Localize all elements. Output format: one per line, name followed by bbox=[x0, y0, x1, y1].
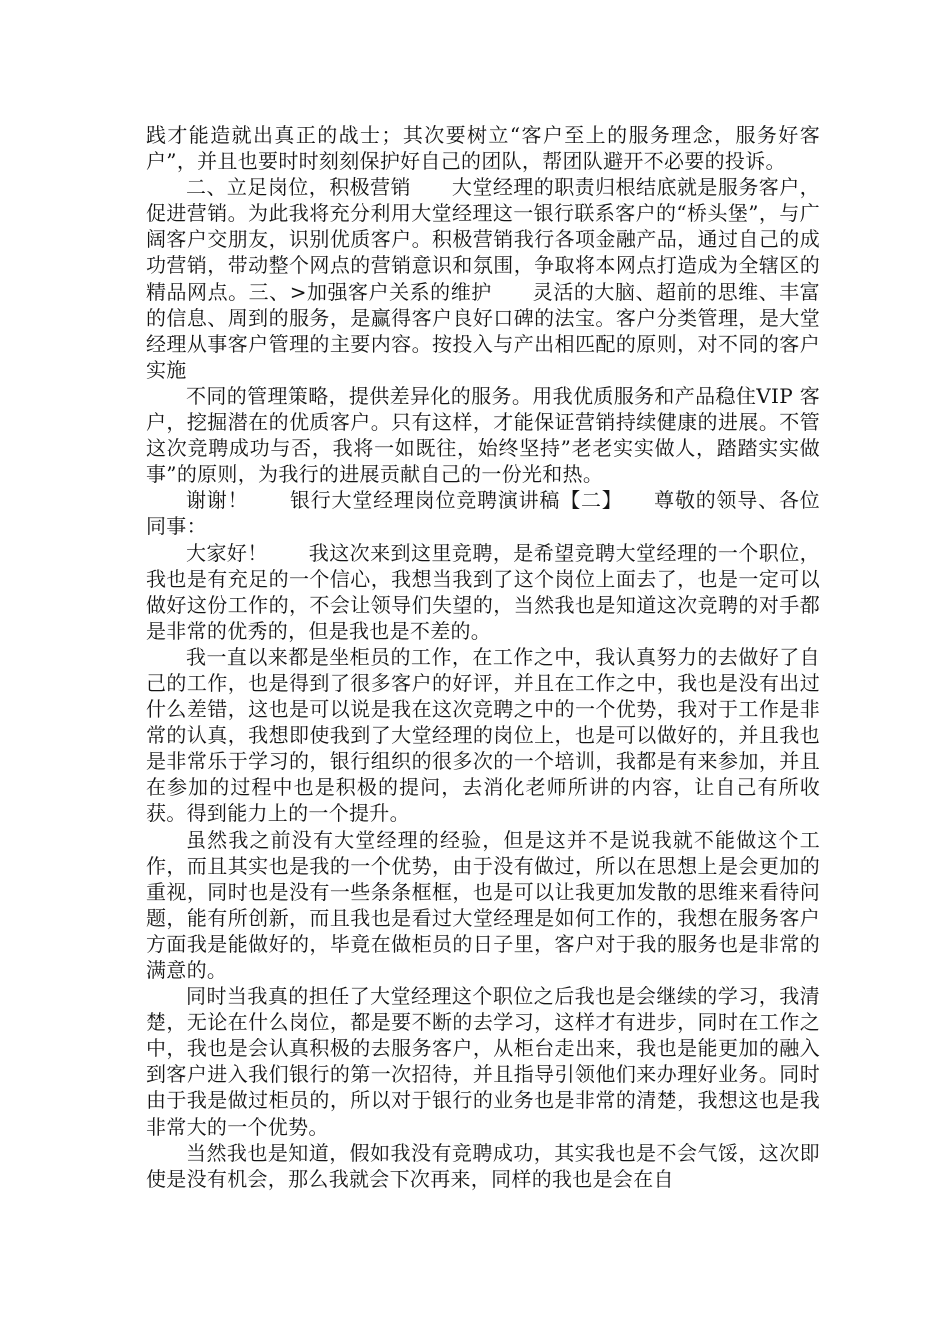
paragraph: 同时当我真的担任了大堂经理这个职位之后我也是会继续的学习，我清楚，无论在什么岗位，都是要不断的去学习，这样才有进步，同时在工作之中，我也是会认真积极的去服务客户，从柜台走出来，我也是能更加的融入到客户进入我们银行的第一次招待，并且指导引领他们来办理好业务。同时由于我是做过柜员的，所以对于银行的业务也是非常的清楚，我想这也是我非常大的一个优势。 bbox=[146, 984, 820, 1139]
paragraph: 践才能造就出真正的战士；其次要树立“客户至上的服务理念，服务好客户”，并且也要时时刻刻保护好自己的团队，帮团队避开不必要的投诉。 bbox=[146, 123, 820, 174]
paragraph: 谢谢！ 银行大堂经理岗位竞聘演讲稿【二】 尊敬的领导、各位同事： bbox=[146, 488, 820, 539]
paragraph: 我一直以来都是坐柜员的工作，在工作之中，我认真努力的去做好了自己的工作，也是得到了很多客户的好评，并且在工作之中，我也是没有出过什么差错，这也是可以说是我在这次竞聘之中的一个优势，我对于工作是非常的认真，我想即使我到了大堂经理的岗位上，也是可以做好的，并且我也是非常乐于学习的，银行组织的很多次的一个培训，我都是有来参加，并且在参加的过程中也是积极的提问，去消化老师所讲的内容，让自己有所收获。得到能力上的一个提升。 bbox=[146, 644, 820, 826]
paragraph: 大家好！ 我这次来到这里竞聘，是希望竞聘大堂经理的一个职位，我也是有充足的一个信心，我想当我到了这个岗位上面去了，也是一定可以做好这份工作的，不会让领导们失望的，当然我也是知道这次竞聘的对手都是非常的优秀的，但是我也是不差的。 bbox=[146, 540, 820, 643]
paragraph: 虽然我之前没有大堂经理的经验，但是这并不是说我就不能做这个工作，而且其实也是我的一个优势，由于没有做过，所以在思想上是会更加的重视，同时也是没有一些条条框框，也是可以让我更加发散的思维来看待问题，能有所创新，而且我也是看过大堂经理是如何工作的，我想在服务客户方面我是能做好的，毕竟在做柜员的日子里，客户对于我的服务也是非常的满意的。 bbox=[146, 827, 820, 982]
paragraph: 不同的管理策略，提供差异化的服务。用我优质服务和产品稳住VIP 客户，挖掘潜在的优质客户。只有这样，才能保证营销持续健康的进展。不管这次竞聘成功与否，我将一如既往，始终坚持”老老实实做人，踏踏实实做事”的原则，为我行的进展贡献自己的一份光和热。 bbox=[146, 383, 820, 487]
document-page bbox=[146, 122, 820, 1192]
paragraph: 当然我也是知道，假如我没有竞聘成功，其实我也是不会气馁，这次即使是没有机会，那么我就会下次再来，同样的我也是会在自 bbox=[146, 1140, 820, 1191]
paragraph: 二、立足岗位，积极营销 大堂经理的职责归根结底就是服务客户，促进营销。为此我将充分利用大堂经理这一银行联系客户的“桥头堡”，与广阔客户交朋友，识别优质客户。积极营销我行各项金融产品，通过自己的成功营销，带动整个网点的营销意识和氛围，争取将本网点打造成为全辖区的精品网点。三、>加强客户关系的维护 灵活的大脑、超前的思维、丰富的信息、周到的服务，是赢得客户良好口碑的法宝。客户分类管理，是大堂经理从事客户管理的主要内容。按投入与产出相匹配的原则，对不同的客户实施 bbox=[146, 175, 820, 382]
